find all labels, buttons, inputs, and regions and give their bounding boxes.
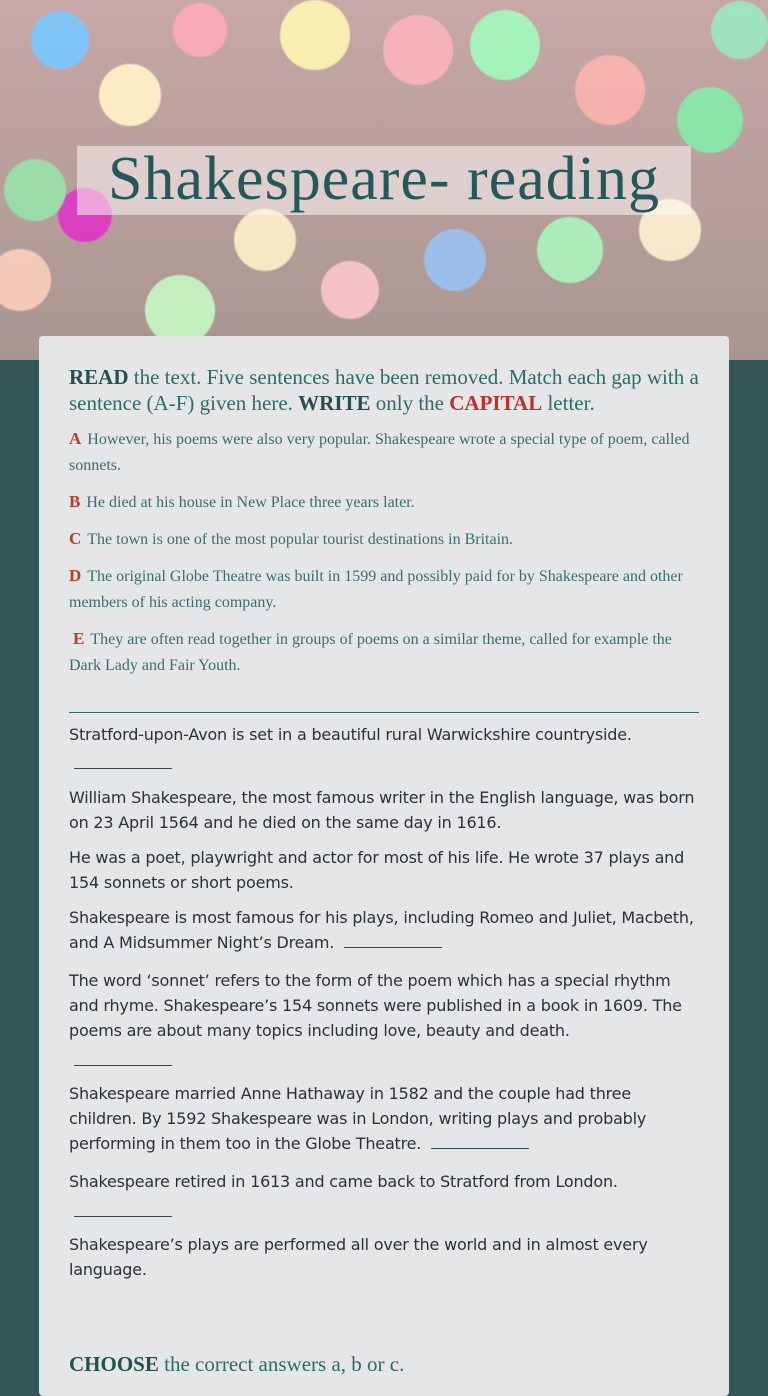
paragraph-3: He was a poet, playwright and actor for most of his life. He wrote 37 plays and 154 sonnets or short poems. — [69, 848, 685, 892]
paragraph-5: The word ‘sonnet’ refers to the form of the poem which has a special rhythm and rhyme. Shakespeare’s 154 sonnets were published in a book in 1609. The poems are about many topics including love, beauty and death. — [69, 971, 682, 1040]
option-letter: C — [69, 529, 82, 548]
write-keyword: WRITE — [298, 391, 371, 415]
gap-4[interactable] — [431, 1146, 529, 1149]
paragraph-4 — [69, 905, 699, 955]
paragraph-4-text: Shakespeare is most famous for his plays, including Romeo and Juliet, Macbeth, and A Midsummer Night’s Dream. — [69, 908, 694, 952]
answer-blank[interactable] — [74, 766, 172, 769]
option-letter: D — [69, 566, 82, 585]
option-text: He died at his house in New Place three years later. — [86, 494, 415, 511]
option-letter: A — [69, 429, 82, 448]
capital-keyword: CAPITAL — [449, 391, 543, 415]
paragraph-1: Stratford-upon-Avon is set in a beautiful rural Warwickshire countryside. — [69, 725, 632, 744]
gap-5[interactable] — [74, 1204, 704, 1222]
gap-3[interactable] — [74, 1053, 704, 1071]
paragraph-6 — [69, 1081, 699, 1156]
gap-1[interactable] — [74, 756, 704, 774]
instructions-text-2: only the — [370, 391, 450, 415]
choose-text: the correct answers a, b or c. — [158, 1352, 405, 1376]
instructions-block — [69, 364, 699, 679]
option-c — [69, 526, 699, 553]
option-text: The original Globe Theatre was built in 1599 and possibly paid for by Shakespeare and other members of his acting company. — [69, 568, 683, 611]
option-a — [69, 426, 699, 479]
paragraph-8: Shakespeare’s plays are performed all over the world and in almost every language. — [69, 1235, 648, 1279]
instructions-text-3: letter. — [542, 391, 595, 415]
gap-2[interactable] — [344, 945, 442, 948]
read-keyword: READ — [69, 365, 129, 389]
paragraph-6-text: Shakespeare married Anne Hathaway in 1582 and the couple had three children. By 1592 Shakespeare was in London, writing plays and probably performing in them too in the Globe Theatre. — [69, 1084, 647, 1153]
option-e — [69, 626, 699, 679]
instructions — [69, 364, 699, 416]
option-letter: E — [73, 629, 85, 648]
page-title: Shakespeare- reading — [108, 145, 660, 213]
instructions-text-1: the text. Five sentences have been removed. Match each gap with a sentence (A-F) given here. — [69, 365, 699, 415]
answer-blank[interactable] — [74, 1214, 172, 1217]
choose-heading — [69, 1351, 699, 1377]
option-text: They are often read together in groups of poems on a similar theme, called for example the Dark Lady and Fair Youth. — [69, 631, 672, 674]
section-divider — [69, 712, 699, 713]
hero-banner — [0, 0, 768, 360]
option-letter: B — [69, 492, 81, 511]
option-text: However, his poems were also very popular. Shakespeare wrote a special type of poem, called sonnets. — [69, 431, 690, 474]
paragraph-2: William Shakespeare, the most famous writer in the English language, was born on 23 April 1564 and he died on the same day in 1616. — [69, 788, 695, 832]
option-b — [69, 489, 699, 516]
choose-keyword: CHOOSE — [69, 1352, 159, 1376]
option-d — [69, 563, 699, 616]
option-text: The town is one of the most popular tourist destinations in Britain. — [87, 531, 514, 548]
answer-blank[interactable] — [74, 1063, 172, 1066]
worksheet-card — [39, 336, 729, 1396]
paragraph-7: Shakespeare retired in 1613 and came back to Stratford from London. — [69, 1172, 618, 1191]
